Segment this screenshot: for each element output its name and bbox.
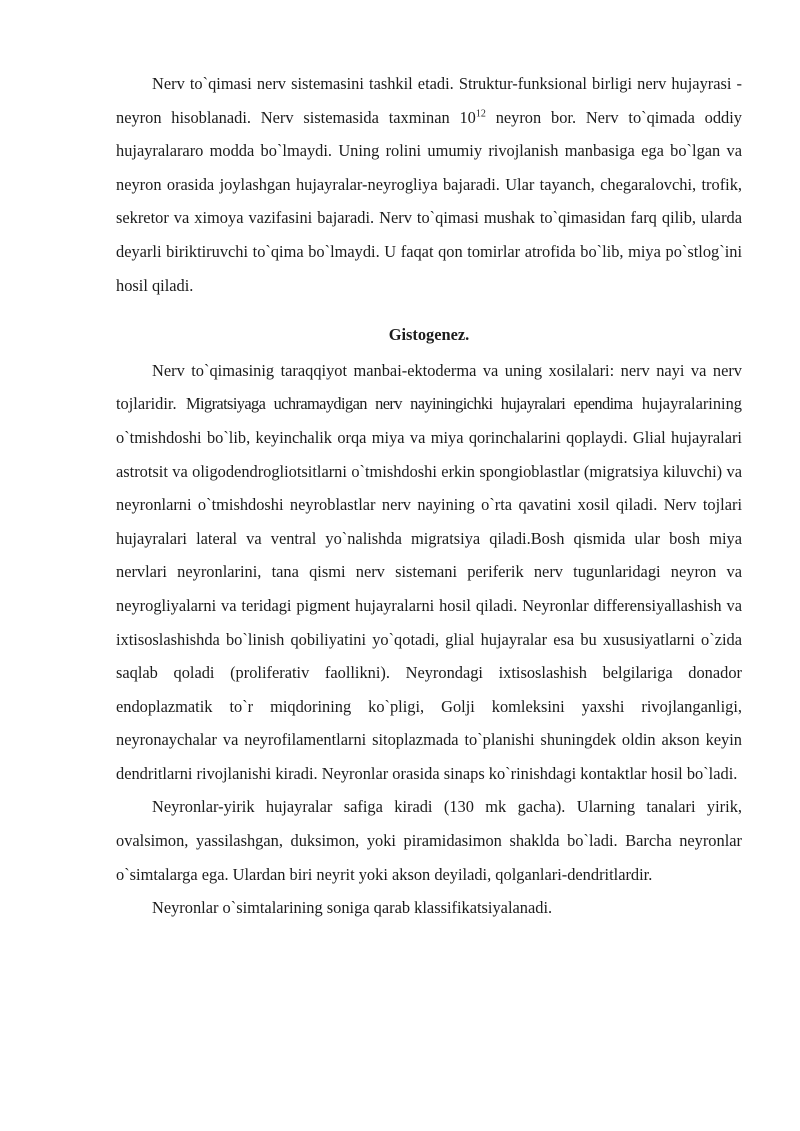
paragraph-intro — [116, 67, 742, 302]
document-page — [116, 67, 742, 925]
paragraph-gistogenez-text-a: Nerv to`qimasinig taraqqiyot manbai-ektoderma va uning xosilalari: nerv nayi va nerv tojlaridir. — [116, 360, 742, 414]
paragraph-classification: Neyronlar o`simtalarining soniga qarab klassifikatsiyalanadi. — [152, 898, 553, 918]
paragraph-gistogenez-text-condensed: Migratsiyaga uchramaydigan nerv nayiningichki hujayralari ependima — [186, 394, 633, 414]
exponent-superscript: 12 — [475, 108, 486, 120]
paragraph-neurons: Neyronlar-yirik hujayralar safiga kiradi (130 mk gacha). Ularning tanalari yirik, ovalsimon, yassilashgan, duksimon, yoki piramidasimon shaklda bo`ladi. Barcha neyronlar o`simtalarga ega. Ulardan biri neyrit yoki akson deyiladi, qolganlari-dendritlardir. — [116, 797, 742, 884]
paragraph-intro-text-b: neyron bor. Nerv to`qimada oddiy hujayralararo modda bo`lmaydi. Uning rolini umumiy rivojlanish manbasiga ega bo`lgan va neyron orasida joylashgan hujayralar-neyrogliya bajaradi. Ular tayanch, chegaralovchi, trofik, sekretor va ximoya vazifasini bajaradi. Nerv to`qimasi mushak to`qimasidan farq qilib, ularda deyarli biriktiruvchi to`qima bo`lmaydi. U faqat qon tomirlar atrofida bo`lib, miya po`stlog`ini hosil qiladi. — [116, 107, 742, 295]
paragraph-gistogenez-text-b: hujayralarining o`tmishdoshi bo`lib, keyinchalik orqa miya va miya qorinchalarini qoplaydi. Glial hujayralari astrotsit va oligodendrogliotsitlarni o`tmishdoshi erkin spongioblastlar (migratsiya kiluvchi) va neyronlarni o`tmishdoshi neyroblastlar nerv nayining o`rta qavatini xosil qiladi. Nerv tojlari hujayralari lateral va ventral yo`nalishda migratsiya qiladi.Bosh qismida ular bosh miya nervlari neyronlarini, tana qismi nerv sistemani periferik nerv tugunlaridagi neyron va neyrogliyalarni va teridagi pigment hujayralarni hosil qiladi. Neyronlar differensiyallashish va ixtisoslashishda bo`linish qobiliyatini yo`qotadi, glial hujayralar esa bu xususiyatlarni o`zida saqlab qoladi (proliferativ faollikni). Neyrondagi ixtisoslashish belgilariga donador endoplazmatik to`r miqdorining ko`pligi, Golji komleksini yaxshi rivojlanganligi, neyronaychalar va neyrofilamentlarni sitoplazmada to`planishi shuningdek oldin akson keyin dendritlarni rivojlanishi kiradi. Neyronlar orasida sinaps ko`rinishdagi kontaktlar hosil bo`ladi. — [116, 394, 742, 783]
section-heading: Gistogenez. — [388, 325, 470, 345]
paragraph-intro-text-a: Nerv to`qimasi nerv sistemasini tashkil etadi. Struktur-funksional birligi nerv hujayrasi -neyron hisoblanadi. Nerv sistemasida taxminan 10 — [116, 74, 742, 127]
paragraph-gistogenez — [116, 354, 742, 791]
